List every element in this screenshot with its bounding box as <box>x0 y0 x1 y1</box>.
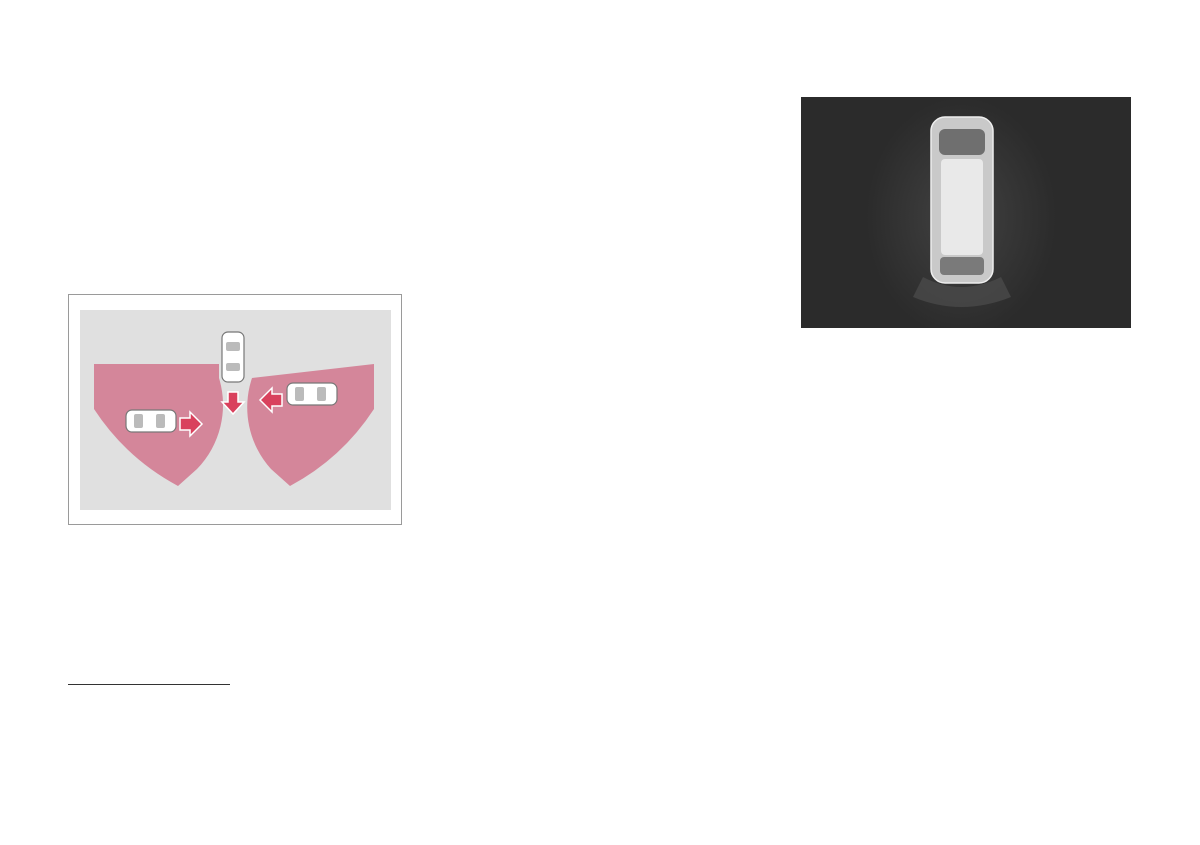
footnote <box>68 703 86 717</box>
pas-graphic-figure <box>801 97 1131 328</box>
crossing-car-right <box>287 383 337 405</box>
footnote-divider <box>68 684 230 685</box>
crossing-car-left <box>126 410 176 432</box>
car-top-view <box>931 117 993 283</box>
column-3-text <box>801 360 1131 369</box>
footnote <box>68 689 86 703</box>
cta-principle-figure <box>68 294 402 525</box>
footnote <box>68 731 86 745</box>
footnote <box>68 717 86 731</box>
column-2-text <box>434 96 769 105</box>
reversing-car <box>222 332 244 382</box>
